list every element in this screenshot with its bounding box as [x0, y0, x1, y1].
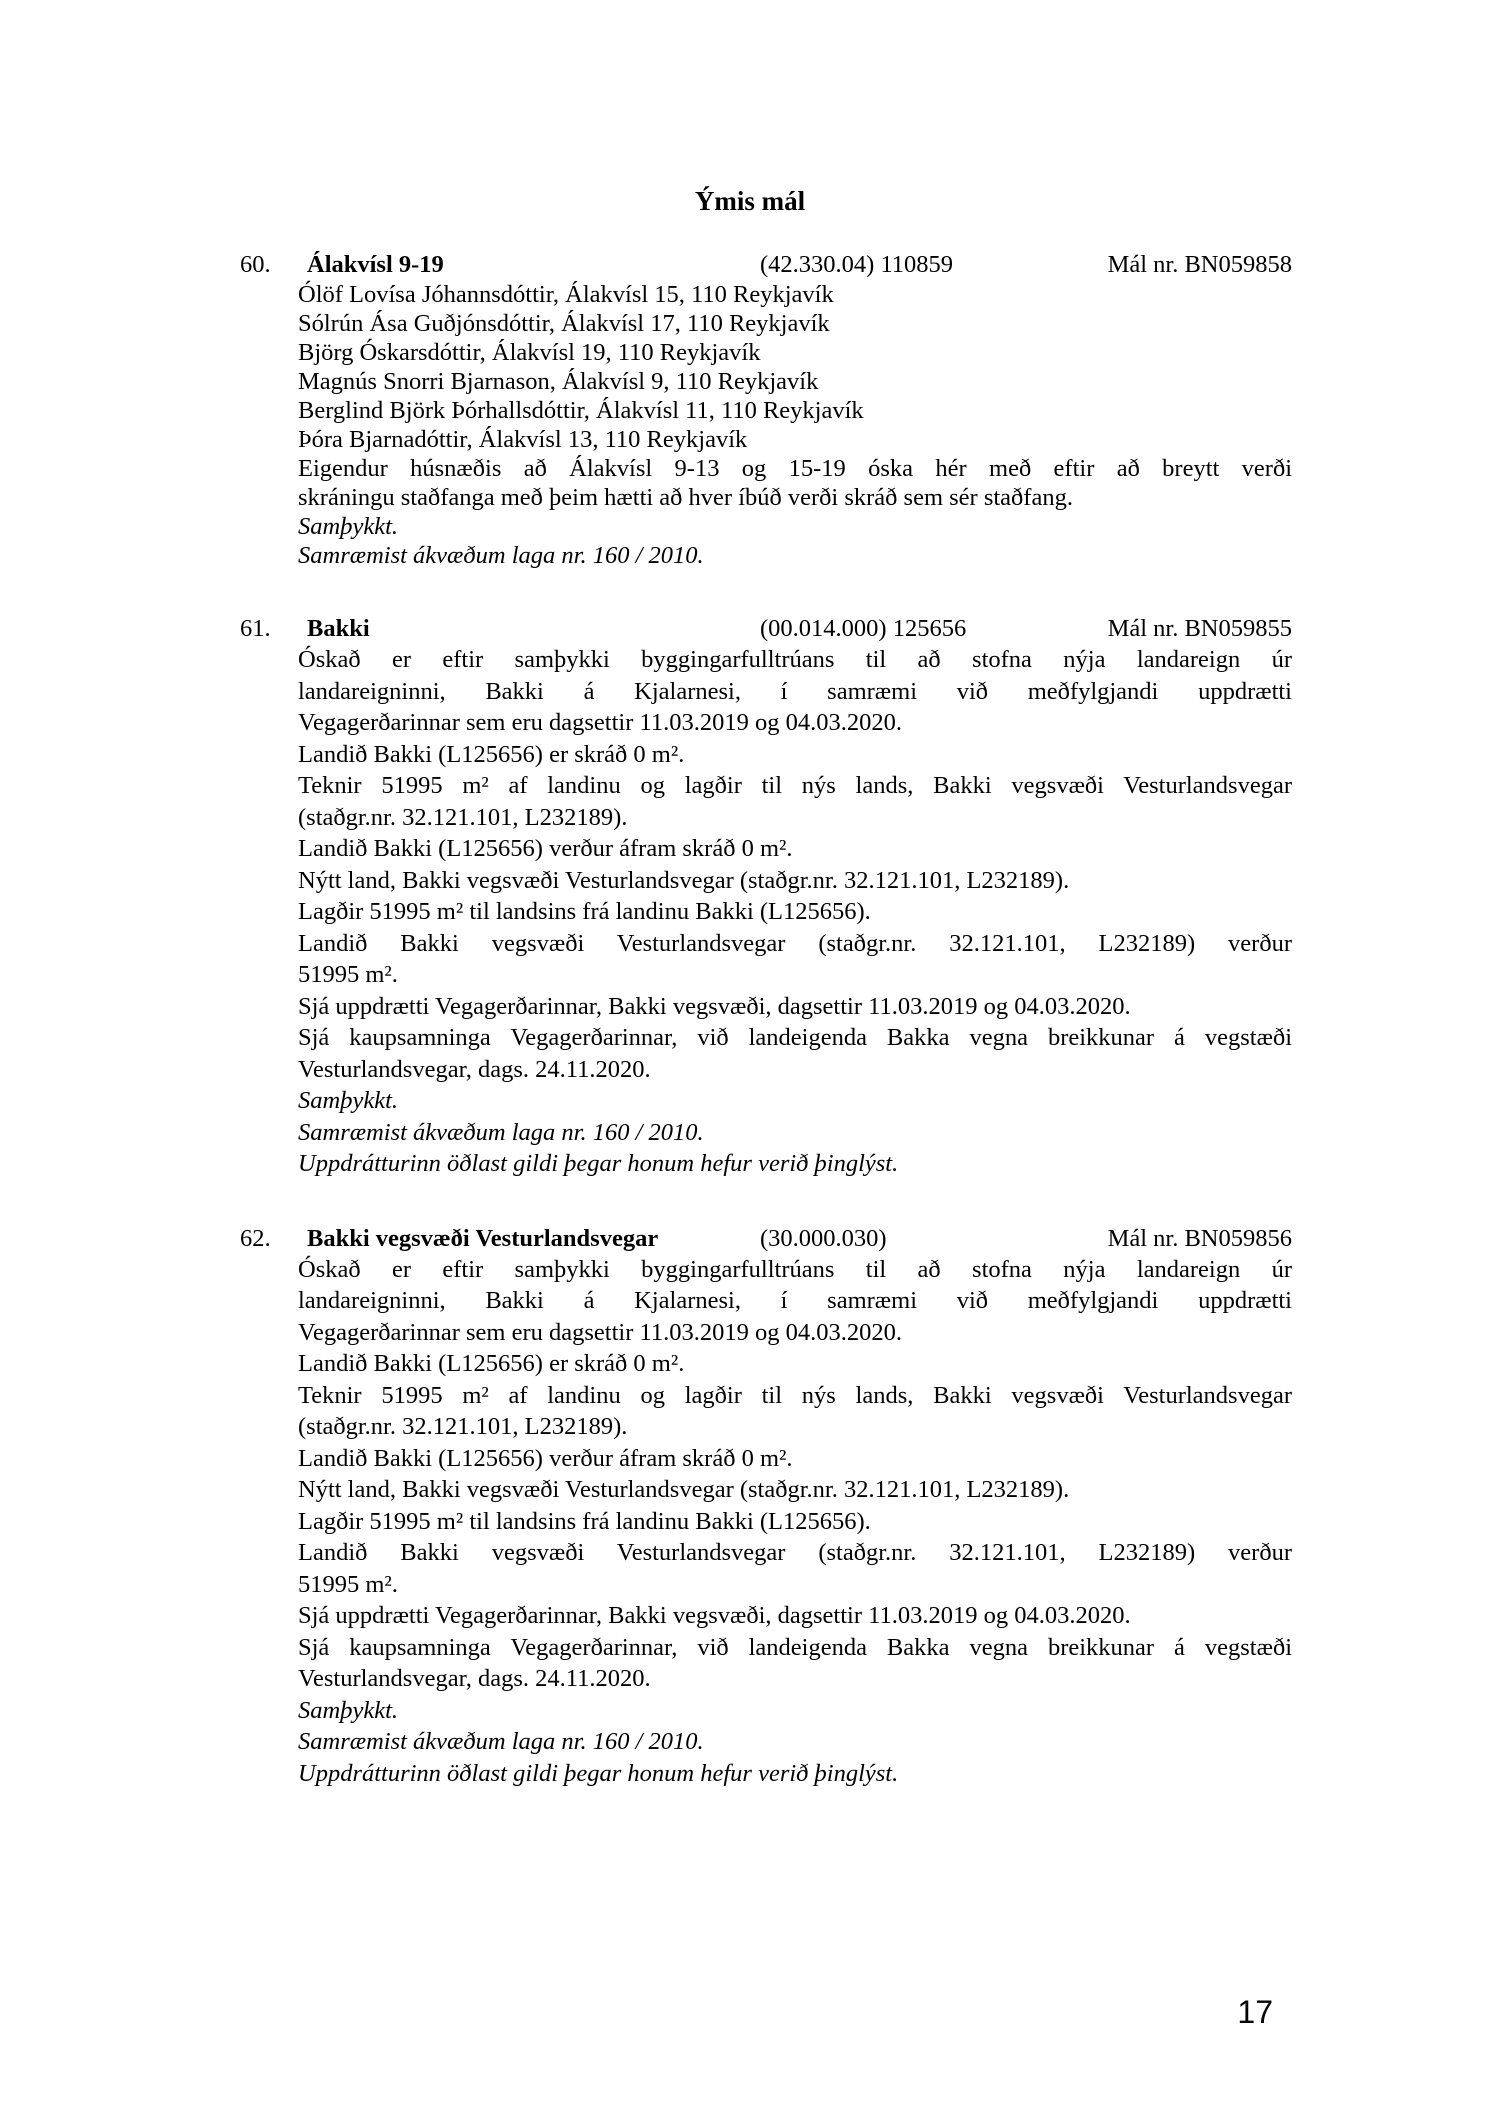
body-line: Landið Bakki vegsvæði Vesturlandsvegar (staðgr.nr. 32.121.101, L232189) verður — [298, 929, 1292, 957]
page-title: Ýmis mál — [694, 186, 806, 216]
item-heading — [240, 1224, 1292, 1254]
item-number: 60. — [240, 251, 271, 278]
body-line: Berglind Björk Þórhallsdóttir, Álakvísl 11, 110 Reykjavík — [298, 397, 864, 424]
item-case-number: Mál nr. BN059858 — [1107, 251, 1292, 278]
item-number: 61. — [240, 615, 271, 642]
body-line: Teknir 51995 m² af landinu og lagðir til nýs lands, Bakki vegsvæði Vesturlandsvegar — [298, 772, 1292, 799]
item-stadfang-number: (42.330.04) 110859 — [760, 251, 954, 278]
body-line: skráningu staðfanga með þeim hætti að hver íbúð verði skráð sem sér staðfang. — [298, 484, 1073, 511]
body-line: Samræmist ákvæðum laga nr. 160 / 2010. — [298, 1728, 704, 1755]
body-line: Samræmist ákvæðum laga nr. 160 / 2010. — [298, 1118, 704, 1146]
body-line: Sólrún Ása Guðjónsdóttir, Álakvísl 17, 110 Reykjavík — [298, 310, 830, 337]
item-case-number: Mál nr. BN059855 — [1107, 615, 1292, 642]
body-line: Samþykkt. — [298, 1087, 398, 1114]
item-title: Bakki vegsvæði Vesturlandsvegar — [307, 1224, 659, 1252]
item-body — [298, 644, 1292, 1180]
body-line: Landið Bakki (L125656) er skráð 0 m². — [298, 1350, 685, 1377]
body-line: landareigninni, Bakki á Kjalarnesi, í samræmi við meðfylgjandi uppdrætti — [298, 677, 1292, 705]
body-line: Sjá uppdrætti Vegagerðarinnar, Bakki vegsvæði, dagsettir 11.03.2019 og 04.03.2020. — [298, 992, 1131, 1020]
item-body — [298, 1254, 1292, 1790]
body-line: Eigendur húsnæðis að Álakvísl 9-13 og 15-19 óska hér með eftir að breytt verði — [298, 455, 1292, 482]
body-line: Óskað er eftir samþykki byggingarfulltrúans til að stofna nýja landareign úr — [298, 646, 1292, 673]
item-heading — [240, 250, 1292, 280]
body-line: Lagðir 51995 m² til landsins frá landinu Bakki (L125656). — [298, 1507, 871, 1535]
body-line: Landið Bakki (L125656) verður áfram skráð 0 m². — [298, 835, 793, 862]
body-line: 51995 m². — [298, 961, 398, 988]
body-line: 51995 m². — [298, 1570, 398, 1598]
item-heading — [240, 614, 1292, 644]
body-line: Nýtt land, Bakki vegsvæði Vesturlandsvegar (staðgr.nr. 32.121.101, L232189). — [298, 866, 1070, 894]
body-line: Nýtt land, Bakki vegsvæði Vesturlandsvegar (staðgr.nr. 32.121.101, L232189). — [298, 1476, 1070, 1503]
body-line: Samþykkt. — [298, 513, 398, 540]
body-line: Vegagerðarinnar sem eru dagsettir 11.03.2019 og 04.03.2020. — [298, 1318, 902, 1346]
body-line: Sjá kaupsamninga Vegagerðarinnar, við landeigenda Bakka vegna breikkunar á vegstæði — [298, 1024, 1292, 1051]
page-number: 17 — [1237, 1994, 1273, 2030]
item-stadfang-number: (00.014.000) 125656 — [760, 615, 967, 642]
item-case-number: Mál nr. BN059856 — [1107, 1224, 1292, 1252]
page-content — [240, 186, 1292, 1789]
body-line: (staðgr.nr. 32.121.101, L232189). — [298, 1413, 628, 1440]
item-number: 62. — [240, 1224, 271, 1252]
item-stadfang-number: (30.000.030) — [760, 1224, 887, 1252]
body-line: Björg Óskarsdóttir, Álakvísl 19, 110 Reykjavík — [298, 339, 761, 366]
body-line: landareigninni, Bakki á Kjalarnesi, í samræmi við meðfylgjandi uppdrætti — [298, 1287, 1292, 1314]
body-line: Ólöf Lovísa Jóhannsdóttir, Álakvísl 15, 110 Reykjavík — [298, 281, 834, 308]
body-line: Landið Bakki vegsvæði Vesturlandsvegar (staðgr.nr. 32.121.101, L232189) verður — [298, 1539, 1292, 1566]
body-line: Landið Bakki (L125656) verður áfram skráð 0 m². — [298, 1444, 793, 1472]
item-title: Bakki — [307, 615, 370, 642]
body-line: Lagðir 51995 m² til landsins frá landinu Bakki (L125656). — [298, 898, 871, 925]
body-line: Vesturlandsvegar, dags. 24.11.2020. — [298, 1055, 651, 1083]
case-item — [240, 614, 1292, 1180]
body-line: Vesturlandsvegar, dags. 24.11.2020. — [298, 1665, 651, 1692]
body-line: Samþykkt. — [298, 1696, 398, 1724]
body-line: Vegagerðarinnar sem eru dagsettir 11.03.2019 og 04.03.2020. — [298, 709, 902, 736]
body-line: Óskað er eftir samþykki byggingarfulltrúans til að stofna nýja landareign úr — [298, 1255, 1292, 1283]
case-item — [240, 1224, 1292, 1790]
body-line: Magnús Snorri Bjarnason, Álakvísl 9, 110 Reykjavík — [298, 368, 819, 395]
item-title: Álakvísl 9-19 — [307, 251, 444, 278]
body-line: Landið Bakki (L125656) er skráð 0 m². — [298, 740, 685, 768]
item-body — [298, 280, 1292, 570]
body-line: Þóra Bjarnadóttir, Álakvísl 13, 110 Reykjavík — [298, 426, 748, 453]
items — [240, 250, 1292, 1789]
body-line: (staðgr.nr. 32.121.101, L232189). — [298, 803, 628, 831]
body-line: Sjá uppdrætti Vegagerðarinnar, Bakki vegsvæði, dagsettir 11.03.2019 og 04.03.2020. — [298, 1602, 1131, 1629]
case-item — [240, 250, 1292, 570]
body-line: Samræmist ákvæðum laga nr. 160 / 2010. — [298, 542, 704, 569]
body-line: Uppdrátturinn öðlast gildi þegar honum hefur verið þinglýst. — [298, 1150, 899, 1177]
body-line: Uppdrátturinn öðlast gildi þegar honum hefur verið þinglýst. — [298, 1759, 899, 1787]
body-line: Sjá kaupsamninga Vegagerðarinnar, við landeigenda Bakka vegna breikkunar á vegstæði — [298, 1633, 1292, 1661]
body-line: Teknir 51995 m² af landinu og lagðir til nýs lands, Bakki vegsvæði Vesturlandsvegar — [298, 1381, 1292, 1409]
